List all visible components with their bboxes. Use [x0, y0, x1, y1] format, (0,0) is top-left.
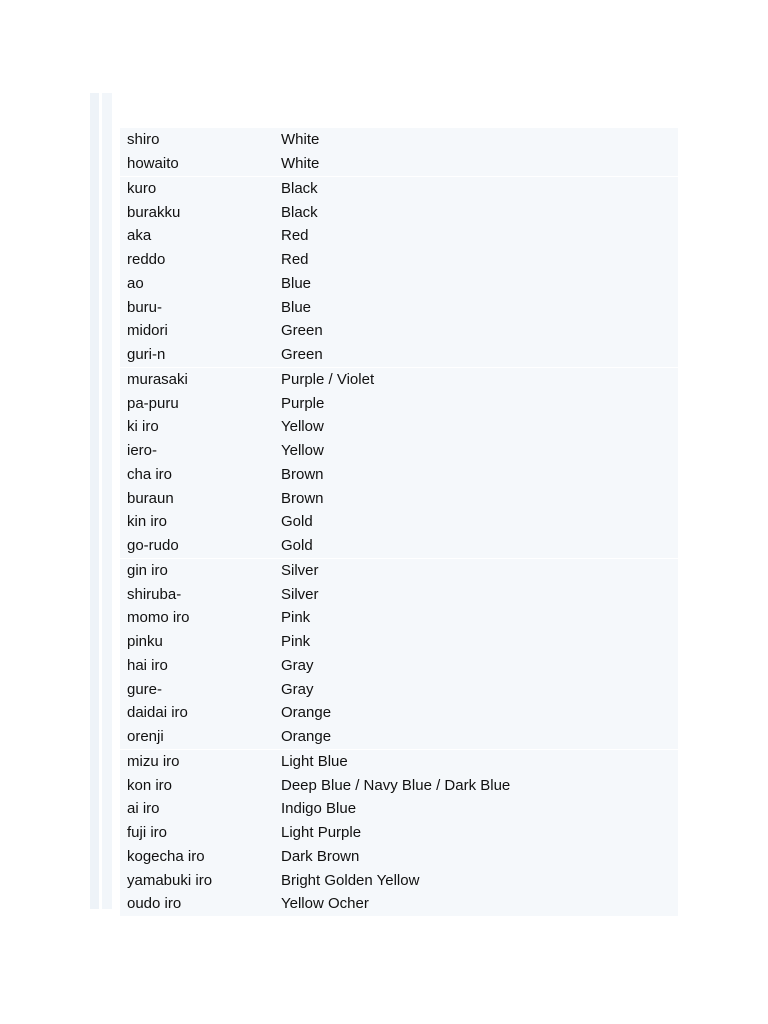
- table-row: [120, 343, 678, 367]
- table-row: [120, 534, 678, 558]
- table-row: [120, 128, 678, 152]
- english-term-cell: Orange: [281, 704, 332, 722]
- table-row: [120, 510, 678, 534]
- color-vocabulary-table: [90, 93, 678, 913]
- english-term-cell: Pink: [281, 633, 311, 651]
- japanese-term-cell: midori: [127, 322, 168, 340]
- english-term-cell: Green: [281, 346, 323, 364]
- table-row: [120, 486, 678, 510]
- row-group: [120, 128, 678, 176]
- english-term-cell: Light Blue: [281, 752, 348, 770]
- japanese-term-cell: buraun: [127, 489, 174, 507]
- table-row: [120, 200, 678, 224]
- table-row: [120, 463, 678, 487]
- english-term-cell: Deep Blue / Navy Blue / Dark Blue: [281, 776, 511, 794]
- table-margin-stripe: [102, 93, 112, 909]
- english-term-cell: Red: [281, 227, 309, 245]
- japanese-term-cell: mizu iro: [127, 752, 180, 770]
- table-row: [120, 272, 678, 296]
- table-row: [120, 677, 678, 701]
- english-term-cell: Black: [281, 179, 318, 197]
- table-row: [120, 654, 678, 678]
- japanese-term-cell: kuro: [127, 179, 157, 197]
- english-term-cell: Brown: [281, 465, 324, 483]
- english-term-cell: Gray: [281, 680, 314, 698]
- japanese-term-cell: kon iro: [127, 776, 173, 794]
- english-term-cell: Yellow: [281, 418, 324, 436]
- japanese-term-cell: iero-: [127, 442, 158, 460]
- table-margin-stripe: [90, 93, 99, 909]
- row-group: [120, 749, 678, 916]
- english-term-cell: Gold: [281, 537, 313, 555]
- japanese-term-cell: go-rudo: [127, 537, 179, 555]
- japanese-term-cell: buru-: [127, 298, 163, 316]
- japanese-term-cell: momo iro: [127, 609, 190, 627]
- table-row: [120, 821, 678, 845]
- english-term-cell: Yellow: [281, 442, 324, 460]
- japanese-term-cell: murasaki: [127, 370, 188, 388]
- table-row: [120, 868, 678, 892]
- english-term-cell: Orange: [281, 728, 332, 746]
- english-term-cell: Red: [281, 251, 309, 269]
- english-term-cell: Indigo Blue: [281, 800, 357, 818]
- row-group: [120, 367, 678, 558]
- japanese-term-cell: kin iro: [127, 513, 168, 531]
- english-term-cell: Light Purple: [281, 824, 362, 842]
- japanese-term-cell: shiruba-: [127, 585, 182, 603]
- japanese-term-cell: gin iro: [127, 561, 168, 579]
- english-term-cell: White: [281, 131, 320, 149]
- english-term-cell: Dark Brown: [281, 847, 360, 865]
- japanese-term-cell: fuji iro: [127, 824, 168, 842]
- japanese-term-cell: oudo iro: [127, 895, 182, 913]
- english-term-cell: Blue: [281, 298, 312, 316]
- japanese-term-cell: yamabuki iro: [127, 871, 213, 889]
- english-term-cell: Purple / Violet: [281, 370, 375, 388]
- japanese-term-cell: kogecha iro: [127, 847, 205, 865]
- english-term-cell: Blue: [281, 274, 312, 292]
- row-group: [120, 176, 678, 367]
- table-row: [120, 559, 678, 583]
- english-term-cell: Silver: [281, 585, 319, 603]
- english-term-cell: Gray: [281, 656, 314, 674]
- japanese-term-cell: aka: [127, 227, 152, 245]
- japanese-term-cell: reddo: [127, 251, 166, 269]
- table-row: [120, 319, 678, 343]
- table-row: [120, 152, 678, 176]
- table-row: [120, 845, 678, 869]
- table-row: [120, 224, 678, 248]
- row-group: [120, 558, 678, 749]
- table-row: [120, 295, 678, 319]
- table-row: [120, 439, 678, 463]
- table-row: [120, 248, 678, 272]
- english-term-cell: Silver: [281, 561, 319, 579]
- table-row: [120, 582, 678, 606]
- japanese-term-cell: pa-puru: [127, 394, 179, 412]
- english-term-cell: Bright Golden Yellow: [281, 871, 420, 889]
- english-term-cell: White: [281, 155, 320, 173]
- table-row: [120, 701, 678, 725]
- japanese-term-cell: howaito: [127, 155, 179, 173]
- english-term-cell: Green: [281, 322, 323, 340]
- japanese-term-cell: ki iro: [127, 418, 159, 436]
- table-row: [120, 368, 678, 392]
- japanese-term-cell: shiro: [127, 131, 160, 149]
- english-term-cell: Gold: [281, 513, 313, 531]
- english-term-cell: Yellow Ocher: [281, 895, 369, 913]
- table-body: [120, 128, 678, 916]
- table-row: [120, 797, 678, 821]
- table-row: [120, 773, 678, 797]
- japanese-term-cell: pinku: [127, 633, 163, 651]
- japanese-term-cell: ai iro: [127, 800, 160, 818]
- table-row: [120, 750, 678, 774]
- japanese-term-cell: guri-n: [127, 346, 166, 364]
- japanese-term-cell: hai iro: [127, 656, 168, 674]
- japanese-term-cell: orenji: [127, 728, 164, 746]
- table-row: [120, 177, 678, 201]
- table-row: [120, 725, 678, 749]
- japanese-term-cell: burakku: [127, 203, 181, 221]
- table-row: [120, 630, 678, 654]
- english-term-cell: Pink: [281, 609, 311, 627]
- english-term-cell: Purple: [281, 394, 325, 412]
- japanese-term-cell: gure-: [127, 680, 163, 698]
- table-row: [120, 415, 678, 439]
- japanese-term-cell: ao: [127, 274, 144, 292]
- table-row: [120, 606, 678, 630]
- table-row: [120, 892, 678, 916]
- english-term-cell: Brown: [281, 489, 324, 507]
- table-row: [120, 391, 678, 415]
- japanese-term-cell: daidai iro: [127, 704, 188, 722]
- japanese-term-cell: cha iro: [127, 465, 173, 483]
- english-term-cell: Black: [281, 203, 318, 221]
